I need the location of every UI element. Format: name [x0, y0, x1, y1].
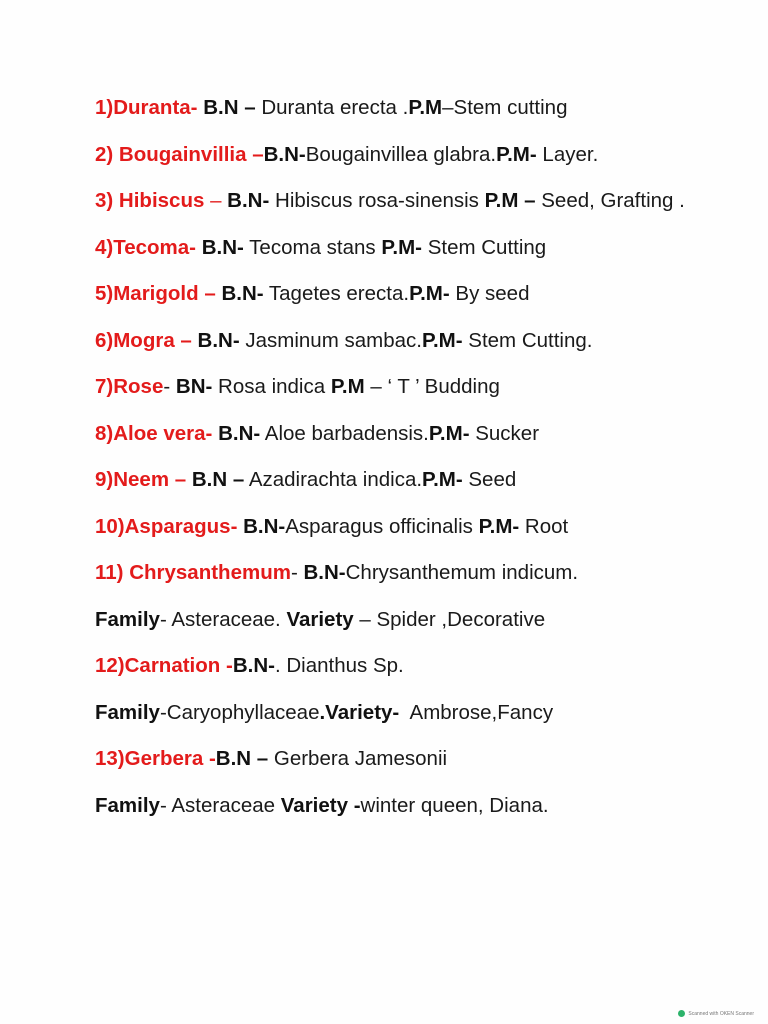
field-label: P.M: [330, 375, 365, 398]
plant-name: 5)Marigold –: [95, 282, 222, 305]
watermark-text: Scanned with OKEN Scanner: [688, 1010, 754, 1017]
plant-name: 3) Hibiscus: [95, 189, 205, 212]
field-label: B.N-: [201, 235, 244, 259]
field-value: -Caryophyllaceae: [159, 700, 320, 724]
field-value: Tagetes erecta.: [263, 282, 410, 305]
list-line: [95, 187, 735, 215]
plant-name: 6)Mogra –: [95, 328, 198, 352]
field-value: –: [204, 189, 228, 212]
field-label: Family: [95, 700, 160, 724]
field-label: B.N-: [218, 421, 261, 445]
field-value: Jasminum sambac.: [239, 328, 422, 352]
list-line: [95, 652, 735, 680]
field-label: P.M: [408, 96, 443, 119]
list-line: [95, 466, 735, 494]
field-value: -: [163, 375, 176, 398]
scanner-watermark: [678, 1010, 754, 1017]
field-label: B.N-: [243, 514, 286, 538]
field-value: - Asteraceae: [159, 793, 281, 817]
list-line: [95, 513, 735, 541]
field-label: Family: [95, 793, 160, 817]
plant-name: 2) Bougainvillia –: [95, 142, 264, 166]
list-line: [95, 606, 735, 634]
field-value: Chrysanthemum indicum.: [345, 561, 579, 584]
field-value: Seed: [462, 468, 517, 491]
field-label: .Variety-: [319, 700, 400, 724]
list-line: [95, 699, 735, 727]
list-line: [95, 141, 735, 169]
field-value: Bougainvillea glabra.: [305, 142, 497, 166]
list-line: [95, 94, 735, 122]
list-line: [95, 420, 735, 448]
field-value: Stem Cutting.: [462, 328, 593, 352]
field-label: B.N –: [191, 468, 245, 491]
field-value: Aloe barbadensis.: [260, 421, 429, 445]
field-value: Stem Cutting: [422, 235, 547, 259]
scanner-logo-icon: [678, 1010, 685, 1017]
list-line: [95, 559, 735, 587]
list-line: [95, 373, 735, 401]
field-label: B.N-: [227, 189, 270, 212]
plant-name: 12)Carnation -: [95, 654, 233, 677]
field-label: Variety: [286, 607, 354, 631]
field-value: By seed: [449, 282, 530, 305]
list-line: [95, 745, 735, 773]
field-value: Root: [519, 514, 569, 538]
field-label: P.M-: [421, 328, 463, 352]
field-value: Rosa indica: [212, 375, 331, 398]
field-label: P.M –: [484, 189, 536, 212]
field-value: Ambrose,Fancy: [399, 700, 554, 724]
plant-name: 11) Chrysanthemum: [95, 561, 291, 584]
field-value: -: [290, 561, 304, 584]
field-value: Gerbera Jamesonii: [268, 747, 448, 770]
field-value: Asparagus officinalis: [285, 514, 479, 538]
field-value: winter queen, Diana.: [360, 793, 549, 817]
field-value: Hibiscus rosa-sinensis: [269, 189, 485, 212]
field-label: P.M-: [428, 421, 470, 445]
field-label: Variety -: [280, 793, 361, 817]
field-label: P.M-: [409, 282, 450, 305]
field-label: P.M-: [381, 235, 422, 259]
plant-name: 7)Rose: [95, 375, 164, 398]
field-label: Family: [95, 607, 160, 631]
field-label: P.M-: [496, 142, 537, 166]
field-value: Tecoma stans: [243, 235, 382, 259]
field-value: – Spider ,Decorative: [353, 607, 546, 631]
plant-name: 13)Gerbera -: [95, 747, 216, 770]
plant-name: 1)Duranta-: [95, 96, 204, 119]
plant-name: 10)Asparagus-: [95, 514, 244, 538]
field-value: Duranta erecta .: [261, 96, 409, 119]
field-label: P.M-: [422, 468, 463, 491]
field-value: –Stem cutting: [442, 96, 568, 119]
list-line: [95, 280, 735, 308]
field-value: Layer.: [536, 142, 599, 166]
list-line: [95, 792, 735, 820]
plant-name: 4)Tecoma-: [95, 235, 202, 259]
field-value: Sucker: [469, 421, 540, 445]
field-label: B.N –: [215, 747, 269, 770]
list-line: [95, 327, 735, 355]
field-value: Seed, Grafting .: [535, 189, 685, 212]
field-value: – ‘ T ’ Budding: [364, 375, 500, 398]
field-label: B.N-: [263, 142, 306, 166]
field-label: B.N-: [221, 282, 264, 305]
field-label: B.N-: [303, 561, 346, 584]
plant-list: [95, 94, 735, 838]
field-label: B.N –: [203, 96, 262, 119]
field-value: . Dianthus Sp.: [274, 654, 404, 677]
field-label: BN-: [175, 375, 213, 398]
field-label: B.N-: [197, 328, 240, 352]
plant-name: 9)Neem –: [95, 468, 192, 491]
plant-name: 8)Aloe vera-: [95, 421, 219, 445]
field-label: P.M-: [478, 514, 520, 538]
list-line: [95, 234, 735, 262]
field-value: Azadirachta indica.: [244, 468, 423, 491]
field-value: - Asteraceae.: [159, 607, 287, 631]
field-label: B.N-: [232, 654, 275, 677]
